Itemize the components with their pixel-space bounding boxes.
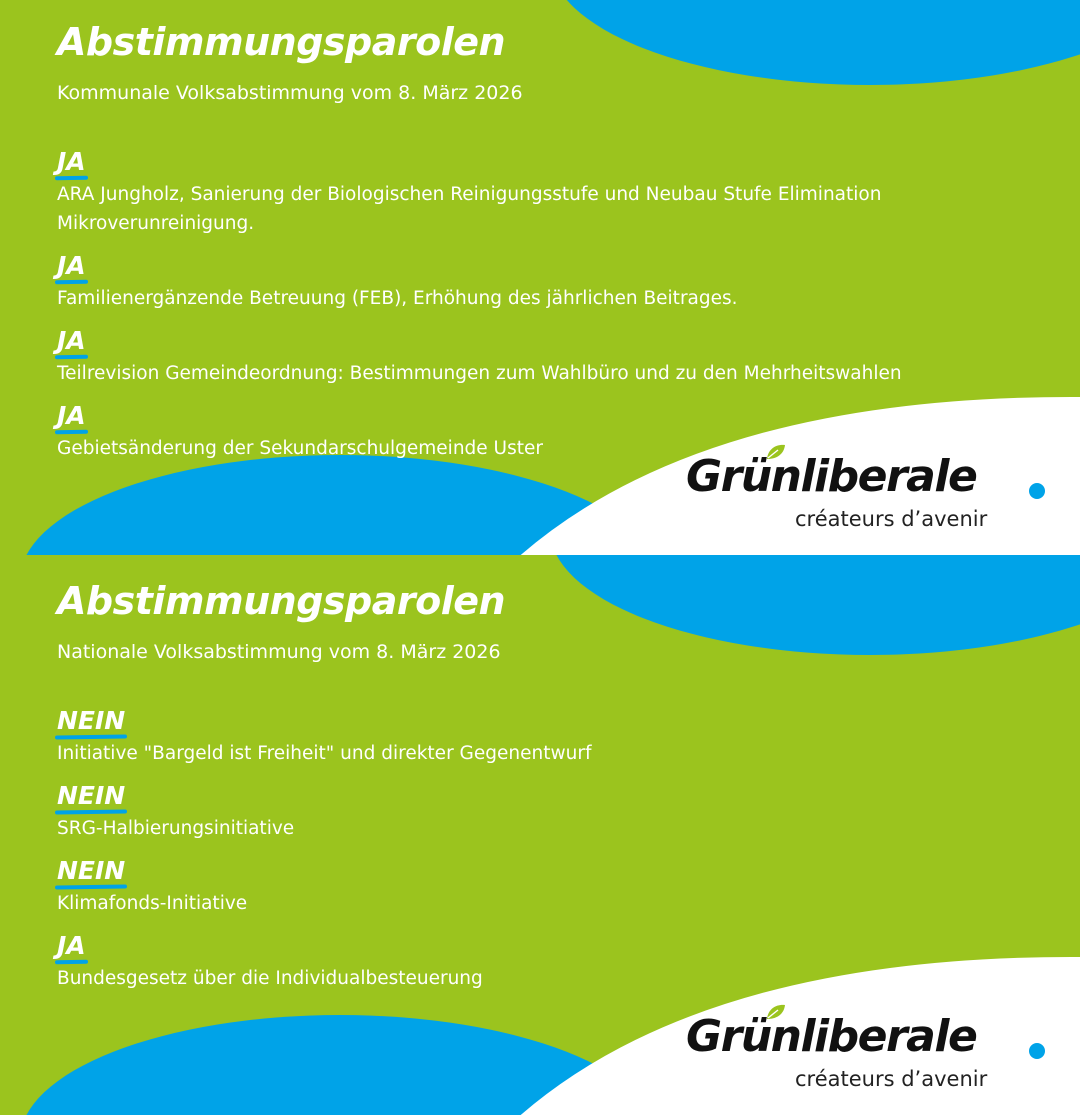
page-subtitle: Kommunale Volksabstimmung vom 8. März 2026	[57, 82, 523, 104]
national-panel	[0, 555, 1080, 1115]
page-subtitle: Nationale Volksabstimmung vom 8. März 2026	[57, 641, 501, 663]
ballot-item-text: Bundesgesetz über die Individualbesteuerung	[57, 968, 483, 989]
logo-wordmark: Grünliberale	[686, 451, 977, 502]
logo-dot	[1029, 1043, 1045, 1059]
ballot-item-text: Gebietsänderung der Sekundarschulgemeinde Uster	[57, 438, 543, 459]
ballot-item-text: SRG-Halbierungsinitiative	[57, 818, 295, 839]
vote-label: JA	[57, 326, 86, 355]
party-logo	[686, 1011, 1046, 1105]
logo-tagline: créateurs d’avenir	[795, 507, 988, 531]
page-title: Abstimmungsparolen	[57, 20, 506, 64]
logo-dot	[1029, 483, 1045, 499]
ballot-item-text: Initiative "Bargeld ist Freiheit" und direkter Gegenentwurf	[57, 743, 592, 764]
vote-label: NEIN	[57, 706, 126, 735]
ballot-item-text: Familienergänzende Betreuung (FEB), Erhöhung des jährlichen Beitrages.	[57, 288, 738, 309]
vote-label: JA	[57, 401, 86, 430]
logo-tagline: créateurs d’avenir	[795, 1067, 988, 1091]
kommunal-panel	[0, 0, 1080, 555]
vote-label: JA	[57, 147, 86, 176]
ballot-item-text: Teilrevision Gemeindeordnung: Bestimmungen zum Wahlbüro und zu den Mehrheitswahlen	[57, 363, 902, 384]
ballot-item-text: Klimafonds-Initiative	[57, 893, 248, 914]
party-logo	[686, 451, 1046, 545]
vote-label: NEIN	[57, 856, 126, 885]
vote-label: JA	[57, 251, 86, 280]
vote-label: JA	[57, 931, 86, 960]
top-right-blue-blob	[550, 0, 1080, 85]
top-right-blue-blob	[550, 555, 1080, 655]
vote-label: NEIN	[57, 781, 126, 810]
page-title: Abstimmungsparolen	[57, 579, 506, 623]
ballot-item-text: ARA Jungholz, Sanierung der Biologischen Reinigungsstufe und Neubau Stufe Elimination Mikroverunreinigung.	[57, 184, 882, 234]
logo-wordmark: Grünliberale	[686, 1011, 977, 1062]
